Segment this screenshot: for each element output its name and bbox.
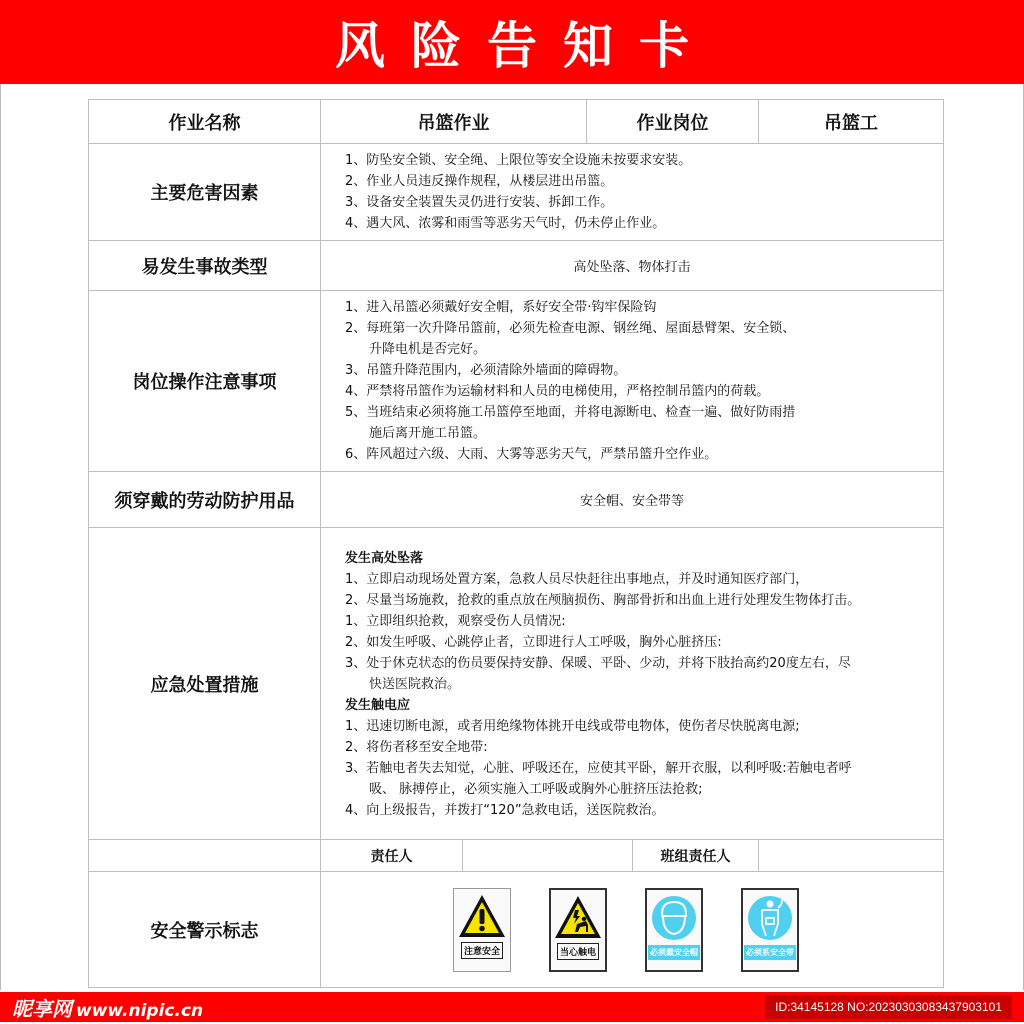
list-item: 3、设备安全装置失灵仍进行安装、拆卸工作。 <box>345 195 614 210</box>
list-item: 3、处于休克状态的伤员要保持安静、保暖、平卧、少动，并将下肢抬高约20度左右，尽 <box>345 656 851 671</box>
signature-spacer <box>89 840 321 872</box>
list-item: 1、立即组织抢救，观察受伤人员情况: <box>345 614 566 629</box>
sign-helmet <box>645 888 703 972</box>
sign-caption: 当心触电 <box>557 943 599 960</box>
list-item: 3、吊篮升降范围内，必须清除外墙面的障碍物。 <box>345 363 627 378</box>
list-item: 2、每班第一次升降吊篮前，必须先检查电源、钢丝绳、屋面悬臂架、安全锁、 <box>345 321 796 336</box>
fall-heading: 发生高处坠落 <box>345 551 424 566</box>
helmet-icon <box>651 894 697 942</box>
list-item: 2、将伤者移至安全地带: <box>345 740 488 755</box>
list-item: 5、当班结束必须将施工吊篮停至地面，并将电源断电、检查一遍、做好防雨措 <box>345 405 796 420</box>
hazards-row <box>89 144 944 241</box>
operation-notes-label: 岗位操作注意事项 <box>89 291 321 472</box>
watermark-logo[interactable] <box>0 993 203 1022</box>
list-item-continuation: 施后离开施工吊篮。 <box>369 426 487 441</box>
list-item: 1、迅速切断电源，或者用绝缘物体挑开电线或带电物体，使伤者尽快脱离电源; <box>345 719 800 734</box>
sign-electric <box>549 888 607 972</box>
ppe-row <box>89 472 944 528</box>
warning-exclamation-icon <box>457 893 507 939</box>
job-name-value: 吊篮作业 <box>321 100 587 144</box>
job-name-label: 作业名称 <box>89 100 321 144</box>
sign-caption: 必须戴安全帽 <box>648 945 700 960</box>
image-id-badge: ID:34145128 NO:20230303083437903101 <box>765 995 1012 1019</box>
list-item: 6、阵风超过六级、大雨、大雾等恶劣天气，严禁吊篮升空作业。 <box>345 447 718 462</box>
signs-label: 安全警示标志 <box>89 872 321 988</box>
team-responsible-label: 班组责任人 <box>633 840 759 872</box>
list-item: 2、如发生呼吸、心跳停止者，立即进行人工呼吸，胸外心脏挤压: <box>345 635 722 650</box>
operation-notes-row <box>89 291 944 472</box>
list-item: 1、防坠安全锁、安全绳、上限位等安全设施未按要求安装。 <box>345 153 692 168</box>
list-item: 4、严禁将吊篮作为运输材料和人员的电梯使用，严格控制吊篮内的荷载。 <box>345 384 770 399</box>
header-banner <box>0 0 1024 84</box>
list-item: 4、遇大风、浓雾和雨雪等恶劣天气时，仍未停止作业。 <box>345 216 666 231</box>
site-url-link[interactable]: www.nipic.cn <box>76 1000 204 1021</box>
responsible-field[interactable] <box>463 840 633 872</box>
accident-types-row <box>89 241 944 291</box>
risk-card-table <box>88 99 944 988</box>
accident-types-label: 易发生事故类型 <box>89 241 321 291</box>
job-post-label: 作业岗位 <box>587 100 759 144</box>
list-item: 3、若触电者失去知觉，心脏、呼吸还在，应使其平卧，解开衣服，以利呼吸:若触电者呼 <box>345 761 852 776</box>
sign-caption: 必须系安全带 <box>744 945 796 960</box>
sign-caution <box>453 888 511 972</box>
emergency-row <box>89 528 944 840</box>
list-item: 2、尽量当场施救，抢救的重点放在颅脑损伤、胸部骨折和出血上进行处理发生物体打击。 <box>345 593 861 608</box>
job-row <box>89 100 944 144</box>
electric-shock-icon <box>553 894 603 940</box>
list-item: 1、立即启动现场处置方案，急救人员尽快赶往出事地点，并及时通知医疗部门， <box>345 572 809 587</box>
ppe-label: 须穿戴的劳动防护用品 <box>89 472 321 528</box>
emergency-label: 应急处置措施 <box>89 528 321 840</box>
hazards-label: 主要危害因素 <box>89 144 321 241</box>
list-item: 1、进入吊篮必须戴好安全帽，系好安全带·钩牢保险钩 <box>345 300 657 315</box>
sign-caption: 注意安全 <box>461 942 503 959</box>
list-item-continuation: 快送医院救治。 <box>369 677 461 692</box>
team-responsible-field[interactable] <box>759 840 944 872</box>
list-item-continuation: 吸、 脉搏停止，必须实施入工呼吸或胸外心脏挤压法抢救; <box>369 782 703 797</box>
footer-banner <box>0 992 1024 1022</box>
job-post-value: 吊篮工 <box>759 100 944 144</box>
accident-types-value: 高处坠落、物体打击 <box>321 241 944 291</box>
list-item-continuation: 升降电机是否完好。 <box>369 342 487 357</box>
logo-text: 昵享网 <box>12 996 72 1021</box>
shock-heading: 发生触电应 <box>345 698 411 713</box>
signs-cell <box>321 872 944 988</box>
ppe-value: 安全帽、安全带等 <box>321 472 944 528</box>
page-title: 风险告知卡 <box>335 17 715 75</box>
safety-harness-icon <box>747 894 793 942</box>
operation-notes-list <box>321 291 944 472</box>
list-item: 2、作业人员违反操作规程，从楼层进出吊篮。 <box>345 174 614 189</box>
hazards-list <box>321 144 944 241</box>
signs-row <box>89 872 944 988</box>
emergency-content <box>321 528 944 840</box>
sign-harness <box>741 888 799 972</box>
responsible-label: 责任人 <box>321 840 463 872</box>
signature-row <box>89 840 944 872</box>
list-item: 4、向上级报告，并拨打“120”急救电话，送医院救治。 <box>345 803 665 818</box>
